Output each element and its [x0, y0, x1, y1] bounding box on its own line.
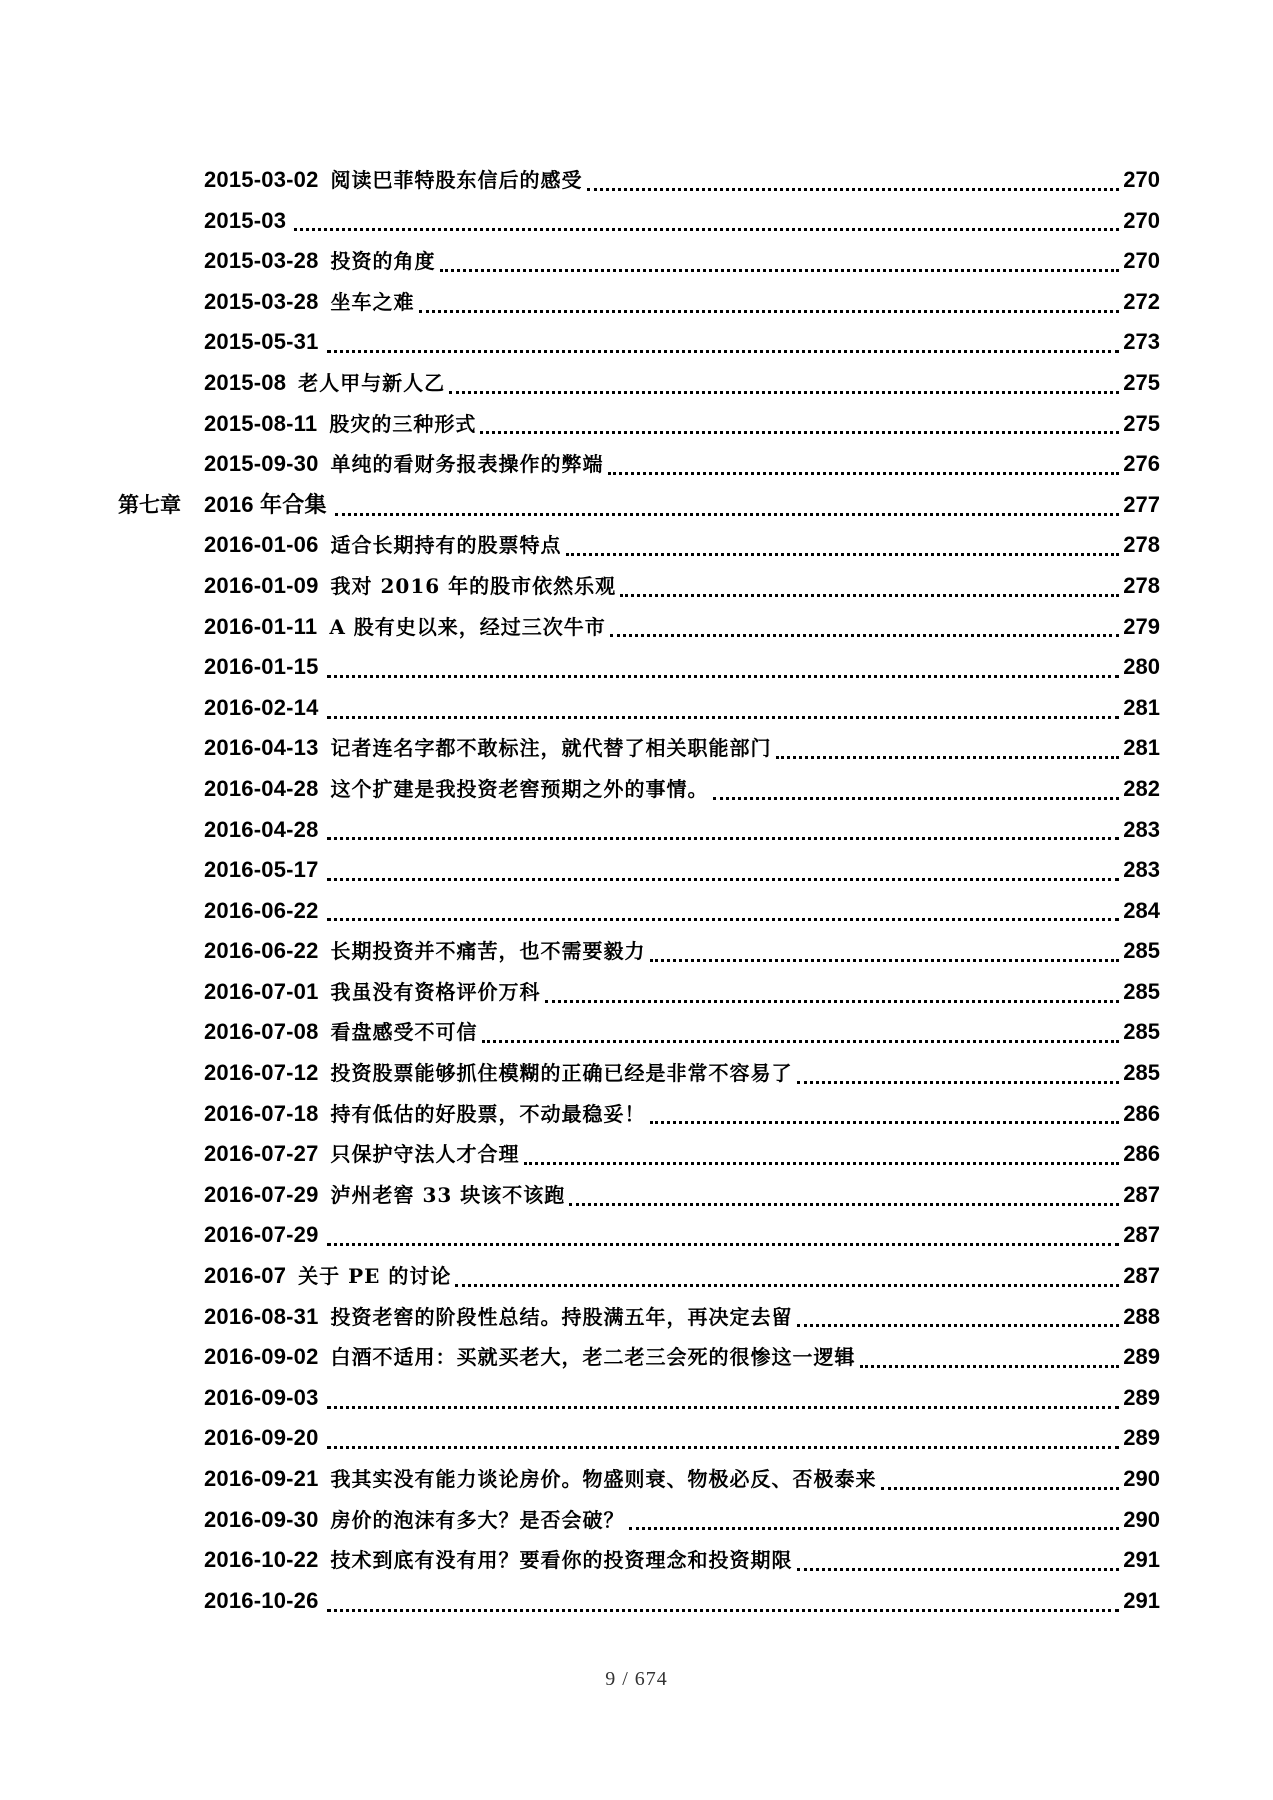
- toc-entry-title: 关于 PE 的讨论: [298, 1264, 452, 1289]
- toc-dot-leader: [797, 1324, 1120, 1327]
- toc-entry[interactable]: [118, 1581, 1160, 1622]
- toc-entry[interactable]: [118, 1012, 1160, 1053]
- toc-dot-leader: [650, 959, 1120, 962]
- toc-entry-page-number: 273: [1123, 329, 1160, 355]
- toc-dot-leader: [455, 1284, 1119, 1287]
- toc-entry-title: 看盘感受不可信: [330, 1020, 478, 1045]
- toc-entry[interactable]: [118, 607, 1160, 648]
- toc-entry-date: 2015-03-02: [204, 167, 319, 192]
- toc-entry-date: 2016-05-17: [204, 857, 319, 883]
- toc-entry-title: 我其实没有能力谈论房价。物盛则衰、物极必反、否极泰来: [330, 1467, 877, 1491]
- toc-entry-date: 2016-01-06: [204, 532, 319, 558]
- toc-entry-title: 这个扩建是我投资老窖预期之外的事情。: [330, 776, 709, 801]
- toc-entry-date: 2016 年合集: [204, 491, 327, 517]
- toc-entry-date: 2016-06-22: [204, 938, 319, 964]
- toc-entry[interactable]: [118, 241, 1160, 282]
- toc-dot-leader: [327, 675, 1120, 678]
- toc-entry[interactable]: [118, 525, 1160, 566]
- toc-entry-page-number: 270: [1123, 167, 1160, 192]
- toc-entry-title: 只保护守法人才合理: [330, 1142, 520, 1167]
- toc-entry[interactable]: [118, 1459, 1160, 1500]
- toc-entry-page-number: 287: [1123, 1222, 1160, 1248]
- toc-entry-page-number: 278: [1123, 572, 1160, 598]
- toc-dot-leader: [335, 513, 1120, 516]
- toc-entry-title: 阅读巴菲特股东信后的感受: [330, 168, 583, 192]
- toc-entry-date: 2016-07: [204, 1263, 287, 1289]
- toc-entry-date: 2016-07-27: [204, 1141, 319, 1167]
- toc-entry-page-number: 286: [1123, 1100, 1160, 1126]
- toc-entry-date: 2015-09-30: [204, 451, 319, 477]
- toc-entry-title: 白酒不适用：买就买老大，老二老三会死的很惨这一逻辑: [330, 1345, 856, 1370]
- toc-entry-page-number: 275: [1123, 369, 1160, 395]
- toc-dot-leader: [440, 269, 1120, 272]
- toc-entry[interactable]: [118, 1256, 1160, 1297]
- toc-entry-page-number: 285: [1123, 978, 1160, 1004]
- toc-entry[interactable]: [118, 1134, 1160, 1175]
- toc-dot-leader: [327, 878, 1120, 881]
- toc-entry-date: 2016-10-22: [204, 1547, 319, 1573]
- toc-entry-page-number: 286: [1123, 1141, 1160, 1167]
- toc-dot-leader: [587, 188, 1120, 191]
- toc-dot-leader: [327, 1446, 1120, 1449]
- toc-entry-page-number: 290: [1123, 1506, 1160, 1532]
- toc-entry-date: 2016-10-26: [204, 1587, 319, 1613]
- toc-entry-page-number: 290: [1123, 1466, 1160, 1491]
- toc-entry-page-number: 285: [1123, 1060, 1160, 1086]
- toc-entry[interactable]: [118, 1540, 1160, 1581]
- toc-entry[interactable]: [118, 160, 1160, 201]
- toc-entry-date: 2015-03: [204, 207, 287, 233]
- toc-entry-page-number: 287: [1123, 1181, 1160, 1207]
- toc-dot-leader: [776, 756, 1120, 759]
- toc-entry[interactable]: [118, 810, 1160, 851]
- toc-dot-leader: [294, 228, 1119, 231]
- toc-entry[interactable]: [118, 891, 1160, 932]
- toc-entry-date: 2016-07-08: [204, 1019, 319, 1045]
- toc-entry-title: 长期投资并不痛苦，也不需要毅力: [330, 939, 646, 964]
- toc-entry-date: 2016-01-15: [204, 654, 319, 680]
- toc-entry-date: 2015-05-31: [204, 329, 319, 355]
- toc-entry[interactable]: [118, 931, 1160, 972]
- toc-entry-page-number: 270: [1123, 248, 1160, 274]
- toc-entry[interactable]: [118, 1378, 1160, 1419]
- toc-entry-title: A 股有史以来，经过三次牛市: [329, 614, 606, 639]
- toc-entry-page-number: 284: [1123, 897, 1160, 923]
- toc-entry[interactable]: [118, 769, 1160, 810]
- toc-entry[interactable]: [118, 1175, 1160, 1216]
- toc-dot-leader: [419, 310, 1120, 313]
- toc-entry-date: 2016-01-11: [204, 613, 318, 639]
- toc-entry-page-number: 285: [1123, 938, 1160, 964]
- toc-entry-date: 2015-03-28: [204, 248, 319, 274]
- toc-entry-date: 2016-04-28: [204, 775, 319, 801]
- toc-entry-page-number: 291: [1123, 1547, 1160, 1573]
- toc-entry-date: 2016-09-30: [204, 1506, 319, 1532]
- toc-dot-leader: [713, 797, 1120, 800]
- toc-entry-page-number: 282: [1123, 775, 1160, 801]
- toc-entry[interactable]: [118, 404, 1160, 445]
- toc-dot-leader: [327, 1243, 1120, 1246]
- toc-entry-title: 坐车之难: [330, 289, 415, 314]
- toc-entry-title: 持有低估的好股票，不动最稳妥！: [330, 1101, 646, 1126]
- toc-entry-title: 投资股票能够抓住模糊的正确已经是非常不容易了: [330, 1061, 793, 1086]
- toc-entry[interactable]: [118, 282, 1160, 323]
- toc-entry[interactable]: [118, 322, 1160, 363]
- toc-entry-title: 我虽没有资格评价万科: [330, 979, 541, 1004]
- toc-entry-title: 投资的角度: [330, 249, 436, 274]
- toc-entry-page-number: 270: [1123, 207, 1160, 233]
- toc-entry-page-number: 285: [1123, 1019, 1160, 1045]
- toc-dot-leader: [524, 1162, 1120, 1165]
- toc-dot-leader: [327, 1406, 1120, 1409]
- toc-entry-title: 技术到底有没有用？要看你的投资理念和投资期限: [330, 1548, 793, 1573]
- toc-entry-page-number: 283: [1123, 857, 1160, 883]
- toc-dot-leader: [620, 594, 1119, 597]
- toc-entry-page-number: 272: [1123, 288, 1160, 314]
- toc-entry-title: 投资老窖的阶段性总结。持股满五年，再决定去留: [330, 1304, 793, 1329]
- toc-entry[interactable]: [118, 972, 1160, 1013]
- toc-dot-leader: [327, 837, 1120, 840]
- toc-entry-date: 2016-04-13: [204, 735, 319, 761]
- toc-dot-leader: [327, 716, 1120, 719]
- toc-dot-leader: [650, 1121, 1120, 1124]
- toc-dot-leader: [797, 1568, 1120, 1571]
- toc-entry-page-number: 291: [1123, 1587, 1160, 1613]
- toc-entry-date: 2016-07-18: [204, 1100, 319, 1126]
- toc-chapter-entry[interactable]: [118, 485, 1160, 526]
- toc-entry[interactable]: [118, 363, 1160, 404]
- toc-entry-page-number: 275: [1123, 410, 1160, 436]
- toc-entry-page-number: 281: [1123, 694, 1160, 720]
- toc-entry-page-number: 279: [1123, 613, 1160, 639]
- toc-entry[interactable]: [118, 566, 1160, 607]
- toc-entry-title: 单纯的看财务报表操作的弊端: [330, 452, 604, 477]
- toc-entry-date: 2016-01-09: [204, 572, 319, 598]
- toc-dot-leader: [327, 350, 1120, 353]
- toc-entry-title: 老人甲与新人乙: [298, 370, 446, 395]
- toc-entry[interactable]: [118, 850, 1160, 891]
- toc-entry-title: 股灾的三种形式: [329, 411, 477, 436]
- toc-dot-leader: [566, 553, 1120, 556]
- toc-entry[interactable]: [118, 728, 1160, 769]
- toc-entry[interactable]: [118, 201, 1160, 242]
- toc-entry-title: 房价的泡沫有多大？是否会破？: [330, 1507, 625, 1532]
- toc-entry[interactable]: [118, 444, 1160, 485]
- toc-entry[interactable]: [118, 1297, 1160, 1338]
- toc-entry-date: 2016-07-29: [204, 1222, 319, 1248]
- toc-entry-date: 2016-08-31: [204, 1303, 319, 1329]
- toc-entry-page-number: 276: [1123, 451, 1160, 477]
- toc-entry-page-number: 289: [1123, 1425, 1160, 1451]
- toc-entry-date: 2015-08-11: [204, 410, 318, 436]
- toc-dot-leader: [608, 472, 1120, 475]
- toc-entry-date: 2016-07-29: [204, 1181, 319, 1207]
- toc-entry-date: 2016-09-21: [204, 1466, 319, 1491]
- toc-chapter-label: 第七章: [118, 491, 181, 517]
- toc-dot-leader: [629, 1527, 1120, 1530]
- toc-entry-page-number: 283: [1123, 816, 1160, 842]
- toc-dot-leader: [797, 1081, 1120, 1084]
- toc-entry-page-number: 277: [1123, 491, 1160, 517]
- toc-dot-leader: [482, 1040, 1120, 1043]
- toc-entry-page-number: 288: [1123, 1303, 1160, 1329]
- toc-entry-date: 2015-08: [204, 369, 287, 395]
- toc-entry-date: 2016-09-03: [204, 1384, 319, 1410]
- toc-dot-leader: [327, 918, 1120, 921]
- toc-dot-leader: [569, 1203, 1119, 1206]
- toc-entry-title: 适合长期持有的股票特点: [330, 533, 562, 558]
- toc-entry[interactable]: [118, 1500, 1160, 1541]
- toc-entry-date: 2016-07-12: [204, 1060, 319, 1086]
- table-of-contents: [118, 160, 1160, 1621]
- toc-dot-leader: [480, 431, 1119, 434]
- toc-entry-page-number: 281: [1123, 735, 1160, 761]
- toc-entry[interactable]: [118, 1053, 1160, 1094]
- toc-entry[interactable]: [118, 1418, 1160, 1459]
- toc-entry[interactable]: [118, 647, 1160, 688]
- toc-entry-date: 2016-02-14: [204, 694, 319, 720]
- toc-entry-date: 2016-07-01: [204, 978, 319, 1004]
- toc-dot-leader: [610, 634, 1119, 637]
- toc-dot-leader: [881, 1487, 1120, 1490]
- toc-entry-date: 2016-09-02: [204, 1344, 319, 1370]
- toc-entry-date: 2016-04-28: [204, 816, 319, 842]
- toc-entry-page-number: 289: [1123, 1384, 1160, 1410]
- toc-dot-leader: [449, 391, 1119, 394]
- toc-entry-page-number: 278: [1123, 532, 1160, 558]
- toc-entry-page-number: 289: [1123, 1344, 1160, 1370]
- toc-entry-title: 我对 2016 年的股市依然乐观: [330, 573, 617, 598]
- toc-entry-title: 泸州老窖 33 块该不该跑: [330, 1182, 566, 1207]
- toc-entry[interactable]: [118, 688, 1160, 729]
- toc-entry-date: 2016-09-20: [204, 1425, 319, 1451]
- toc-entry-date: 2016-06-22: [204, 897, 319, 923]
- toc-entry[interactable]: [118, 1094, 1160, 1135]
- toc-dot-leader: [860, 1365, 1120, 1368]
- toc-entry-page-number: 280: [1123, 654, 1160, 680]
- toc-entry[interactable]: [118, 1337, 1160, 1378]
- toc-dot-leader: [327, 1609, 1120, 1612]
- toc-entry[interactable]: [118, 1215, 1160, 1256]
- toc-entry-title: 记者连名字都不敢标注，就代替了相关职能部门: [330, 736, 772, 761]
- toc-entry-page-number: 287: [1123, 1263, 1160, 1289]
- toc-dot-leader: [545, 1000, 1120, 1003]
- page-number-footer: 9 / 674: [605, 1668, 668, 1690]
- toc-entry-date: 2015-03-28: [204, 288, 319, 314]
